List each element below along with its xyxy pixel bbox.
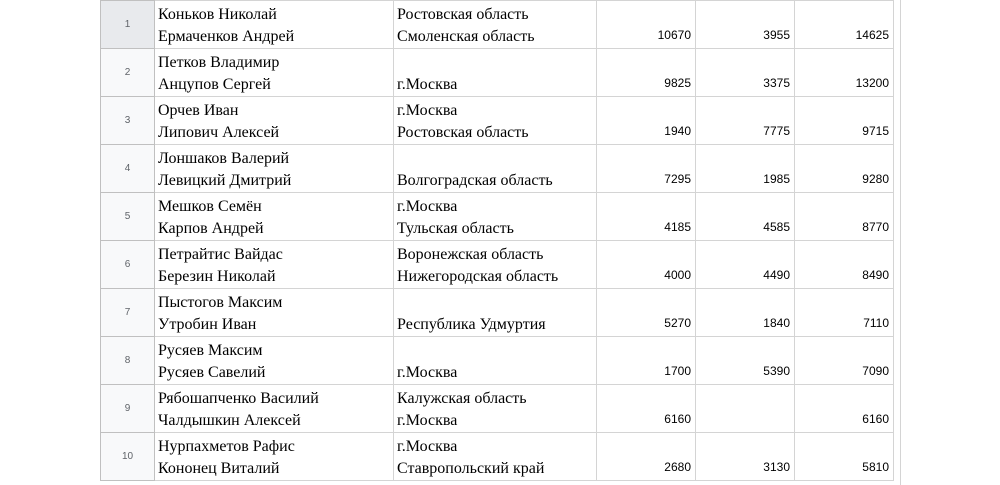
cell-total[interactable]: 8770 [795, 193, 894, 241]
table-row [101, 193, 894, 241]
name-line: Левицкий Дмитрий [158, 172, 292, 189]
row-number-header[interactable]: 8 [101, 337, 155, 385]
row-number-header[interactable]: 9 [101, 385, 155, 433]
cell-value-2[interactable]: 4585 [696, 193, 795, 241]
cell-regions[interactable] [394, 145, 597, 193]
cell-names[interactable] [155, 1, 394, 49]
cell-names[interactable] [155, 433, 394, 481]
region-line: г.Москва [397, 438, 458, 455]
cell-total[interactable]: 5810 [795, 433, 894, 481]
table-row [101, 433, 894, 481]
name-line: Рябошапченко Василий [158, 390, 319, 407]
name-line: Русяев Савелий [158, 364, 266, 381]
cell-total[interactable]: 7090 [795, 337, 894, 385]
region-line: Волгоградская область [397, 172, 553, 189]
row-number-header[interactable]: 10 [101, 433, 155, 481]
name-line: Нурпахметов Рафис [158, 438, 295, 455]
region-line: Смоленская область [397, 28, 535, 45]
region-line: Воронежская область [397, 246, 544, 263]
row-number-header[interactable]: 7 [101, 289, 155, 337]
cell-value-2[interactable]: 5390 [696, 337, 795, 385]
region-line: Ростовская область [397, 124, 529, 141]
cell-regions[interactable] [394, 289, 597, 337]
cell-regions[interactable] [394, 49, 597, 97]
cell-names[interactable] [155, 193, 394, 241]
cell-value-1[interactable]: 9825 [597, 49, 696, 97]
region-line: Ростовская область [397, 6, 529, 23]
cell-names[interactable] [155, 385, 394, 433]
name-line: Пыстогов Максим [158, 294, 283, 311]
name-line: Лоншаков Валерий [158, 150, 290, 167]
cell-value-2[interactable]: 3955 [696, 1, 795, 49]
name-line: Чалдышкин Алексей [158, 412, 301, 429]
cell-value-1[interactable]: 4000 [597, 241, 696, 289]
name-line: Карпов Андрей [158, 220, 264, 237]
cell-total[interactable]: 14625 [795, 1, 894, 49]
name-line: Ермаченков Андрей [158, 28, 295, 45]
region-line: г.Москва [397, 76, 458, 93]
cell-value-2[interactable] [696, 385, 795, 433]
cell-names[interactable] [155, 97, 394, 145]
region-line: г.Москва [397, 198, 458, 215]
name-line: Анцупов Сергей [158, 76, 271, 93]
cell-total[interactable]: 8490 [795, 241, 894, 289]
cell-value-1[interactable]: 7295 [597, 145, 696, 193]
cell-total[interactable]: 13200 [795, 49, 894, 97]
cell-regions[interactable] [394, 1, 597, 49]
cell-value-1[interactable]: 4185 [597, 193, 696, 241]
table-row [101, 385, 894, 433]
cell-names[interactable] [155, 337, 394, 385]
cell-names[interactable] [155, 289, 394, 337]
name-line: Коньков Николай [158, 6, 277, 23]
spreadsheet-body [101, 1, 894, 481]
table-row [101, 145, 894, 193]
region-line: Нижегородская область [397, 268, 559, 285]
region-line [397, 148, 596, 170]
cell-regions[interactable] [394, 97, 597, 145]
cell-regions[interactable] [394, 337, 597, 385]
cell-value-1[interactable]: 1940 [597, 97, 696, 145]
cell-regions[interactable] [394, 241, 597, 289]
cell-regions[interactable] [394, 433, 597, 481]
name-line: Петрайтис Вайдас [158, 246, 283, 263]
name-line: Березин Николай [158, 268, 276, 285]
table-row [101, 49, 894, 97]
region-line: Тульская область [397, 220, 514, 237]
cell-value-2[interactable]: 7775 [696, 97, 795, 145]
cell-value-2[interactable]: 3375 [696, 49, 795, 97]
cell-value-2[interactable]: 4490 [696, 241, 795, 289]
name-line: Русяев Максим [158, 342, 263, 359]
cell-value-2[interactable]: 1840 [696, 289, 795, 337]
name-line: Орчев Иван [158, 102, 239, 119]
region-line: г.Москва [397, 364, 458, 381]
region-line [397, 52, 596, 74]
name-line: Петков Владимир [158, 54, 280, 71]
region-line: Калужская область [397, 390, 527, 407]
cell-names[interactable] [155, 241, 394, 289]
cell-value-1[interactable]: 1700 [597, 337, 696, 385]
table-row [101, 337, 894, 385]
cell-value-1[interactable]: 5270 [597, 289, 696, 337]
row-number-header[interactable]: 4 [101, 145, 155, 193]
cell-regions[interactable] [394, 193, 597, 241]
cell-value-1[interactable]: 6160 [597, 385, 696, 433]
row-number-header[interactable]: 2 [101, 49, 155, 97]
table-row [101, 1, 894, 49]
cell-total[interactable]: 6160 [795, 385, 894, 433]
region-line: г.Москва [397, 102, 458, 119]
cell-value-2[interactable]: 1985 [696, 145, 795, 193]
table-row [101, 97, 894, 145]
region-line: г.Москва [397, 412, 458, 429]
region-line [397, 340, 596, 362]
cell-value-1[interactable]: 10670 [597, 1, 696, 49]
region-line: Республика Удмуртия [397, 316, 546, 333]
region-line: Ставропольский край [397, 460, 545, 477]
spreadsheet-grid [100, 0, 894, 481]
table-row [101, 241, 894, 289]
cell-total[interactable]: 9715 [795, 97, 894, 145]
cell-total[interactable]: 9280 [795, 145, 894, 193]
cell-names[interactable] [155, 49, 394, 97]
row-number-header[interactable]: 3 [101, 97, 155, 145]
grid-right-edge [900, 0, 901, 485]
cell-names[interactable] [155, 145, 394, 193]
row-number-header[interactable]: 5 [101, 193, 155, 241]
cell-regions[interactable] [394, 385, 597, 433]
row-number-header[interactable]: 1 [101, 1, 155, 49]
row-number-header[interactable]: 6 [101, 241, 155, 289]
table-row [101, 289, 894, 337]
name-line: Мешков Семён [158, 198, 262, 215]
name-line: Утробин Иван [158, 316, 257, 333]
name-line: Кононец Виталий [158, 460, 280, 477]
cell-value-2[interactable]: 3130 [696, 433, 795, 481]
name-line: Липович Алексей [158, 124, 280, 141]
cell-value-1[interactable]: 2680 [597, 433, 696, 481]
region-line [397, 292, 596, 314]
cell-total[interactable]: 7110 [795, 289, 894, 337]
